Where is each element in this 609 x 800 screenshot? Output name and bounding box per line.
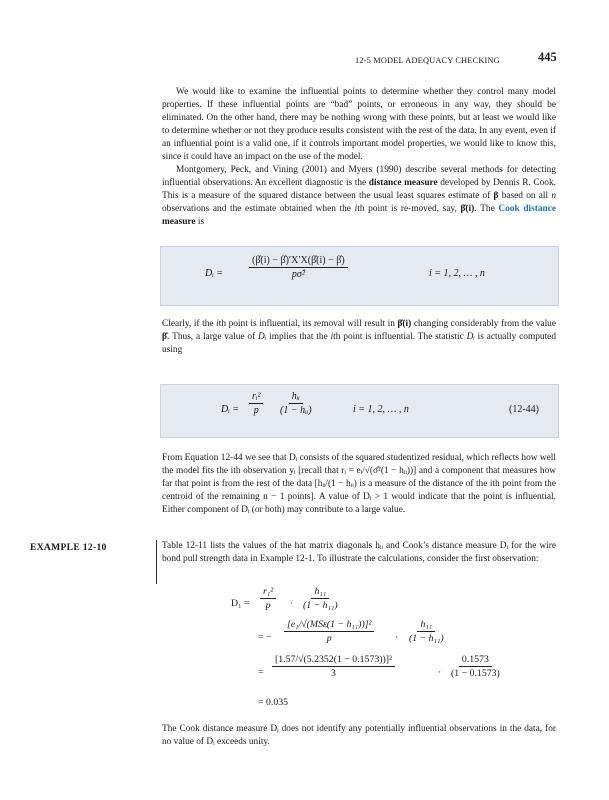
worked-line3-h: $\frac{0.1573}{(1 - 0.1573)}$: [451, 654, 500, 679]
worked-line2-eq: = −: [258, 632, 272, 643]
worked-line2-main: [e₁/√(MSᴇ(1 − h₁₁))]² p: [284, 619, 374, 644]
cook-distance-fraction: $\frac{(\betâ(i) - \betâ)'X'X(\betâ(i) - \betâ)}{\text{pσ̂²}}$: [249, 255, 348, 280]
cook-distance-definition-box: [160, 246, 559, 306]
definition-index-range: i = 1, 2, … , n: [429, 268, 485, 279]
worked-line1-h: $\frac{\text{h₁₁}}{\text{(1 − h₁₁)}}$: [303, 586, 338, 611]
example-label: EXAMPLE 12-10: [30, 542, 107, 553]
worked-line3-eq: =: [258, 667, 264, 678]
paragraph-cook-intro: Montgomery, Peck, and Vining (2001) and Myers (1990) describe several methods for detecting influential observations. An excellent diagnostic is the distance measure developed by Dennis R. Cook. This is a measure of the squared distance between the usual least squares estimate of β based on all n observations and the estimate obtained when the ith point is re-moved, say, β̂(i). The Cook distance measure is: [162, 165, 557, 227]
worked-line1-r: $\frac{\text{r₁²}}{p}$: [260, 586, 276, 611]
example-divider: [156, 540, 157, 584]
worked-line3-dot: ·: [438, 667, 442, 678]
example-intro: Table 12-11 lists the values of the hat matrix diagonals hᵢᵢ and Cook’s distance measure Dᵢ for the wire bond pull strength data in Example 12-1. To illustrate the calculations, consider the first observation:: [162, 541, 556, 564]
closing-paragraph: The Cook distance measure Dᵢ does not identify any potentially influential observations in the data, for no value of Dᵢ exceeds unity.: [162, 724, 556, 747]
cook-distance-term: Cook distance: [498, 204, 557, 214]
worked-line3-main: $\frac{\text{[1.57/√(5.2352(1 − 0.1573))]²}}{3}$: [272, 654, 395, 679]
equation-12-44-box: [160, 384, 559, 438]
equation-number: (12-44): [509, 404, 539, 415]
page-number: 445: [538, 50, 557, 64]
worked-line2-dot: ·: [395, 632, 399, 643]
worked-line2-h: $\frac{\text{h₁₁}}{\text{(1 − h₁₁)}}$: [409, 619, 444, 644]
eq1244-lhs: Dᵢ =: [221, 404, 240, 415]
paragraph-from-equation: From Equation 12-44 we see that Dᵢ consists of the squared studentized residual, which reflects how well the model fits the ith observation yᵢ [recall that rᵢ = eᵢ/√(σ̂²(1 − hᵢᵢ))] and a component that measures how far that point is from the rest of the data [hᵢᵢ/(1 − hᵢᵢ) is a measure of the distance of the ith point from the centroid of the remaining n − 1 points]. A value of Dᵢ > 1 would indicate that the point is influential. Either component of Dᵢ (or both) may contribute to a large value.: [162, 453, 556, 515]
eq1244-fraction-h: hᵢᵢ (1 − hᵢᵢ): [280, 391, 312, 416]
worked-lhs: D₁ =: [231, 598, 250, 609]
paragraph-influential-points: We would like to examine the influential points to determine whether they control many model properties. If these influential points are “bad” points, or erroneous in any way, they should be eliminated. On the other hand, there may be nothing wrong with these points, but at least we would like to determine whether or not they produce results consistent with the rest of the data. In any event, even if an influential point is a valid one, if it controls important model properties, we would like to know this, since it could have an impact on the use of the model.: [162, 87, 556, 162]
definition-lhs: Dᵢ =: [205, 268, 224, 279]
running-head: 12-5 MODEL ADEQUACY CHECKING: [355, 56, 500, 65]
eq1244-fraction-r: $\frac{\text{rᵢ²}}{p}$: [249, 391, 263, 416]
eq1244-index-range: i = 1, 2, … , n: [353, 404, 409, 415]
paragraph-clearly: Clearly, if the ith point is influential, its removal will result in β̂(i) changing considerably from the value β̂. Thus, a large value of Dᵢ implies that the ith point is influential. The statistic Dᵢ is actually computed using: [162, 319, 556, 355]
worked-result: = 0.035: [258, 697, 289, 708]
distance-measure-term: distance measure: [368, 178, 438, 188]
worked-line1-dot: ·: [290, 598, 294, 609]
